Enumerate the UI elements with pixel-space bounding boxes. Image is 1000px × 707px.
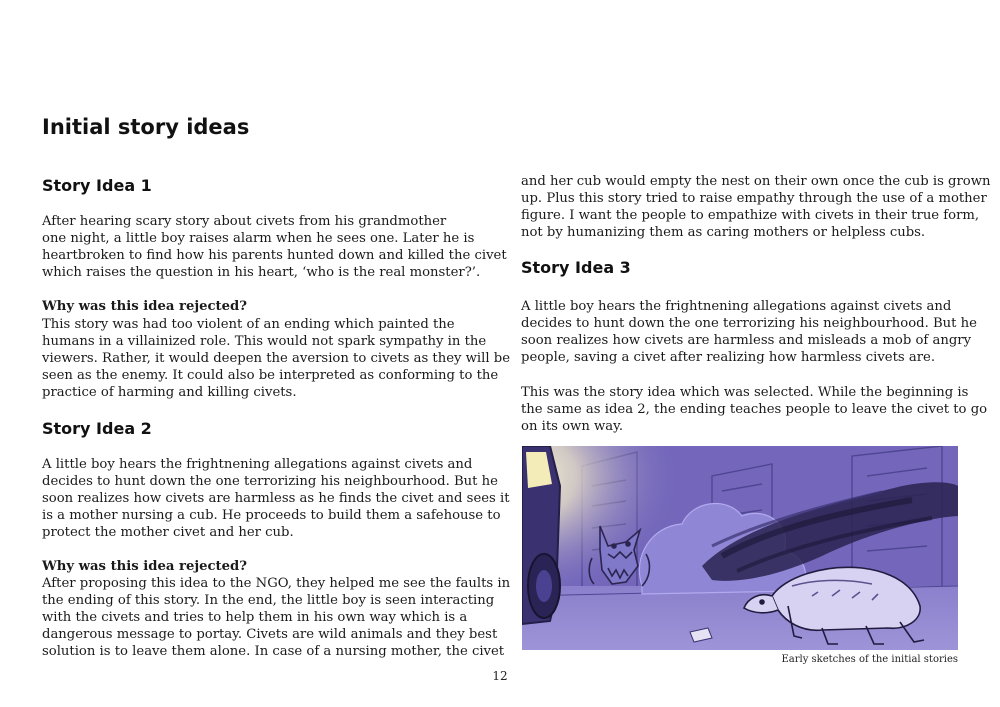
story-idea-3-selected-body: This was the story idea which was selected. While the beginning is the same as idea 2, the ending teaches people to leave the civet to go on its own way. (521, 385, 988, 434)
story-idea-1-rejected-body: This story was had too violent of an ending which painted the humans in a villainized role. This would not spark sympathy in the viewers. Rather, it would deepen the aversion to civets as they will be seen as the enemy. It could also be interpreted as conforming to the practice of harming and killing civets. (42, 317, 511, 400)
story-idea-1-body: After hearing scary story about civets from his grandmother one night, a little boy raises alarm when he sees one. Later he is heartbroken to find how his parents hunted down and killed the civet which raises the question in his heart, ‘who is the real monster?’. (42, 214, 507, 280)
story-idea-2-rejected-body-continued: and her cub would empty the nest on their own once the cub is grown up. Plus this story tried to raise empathy through the use of a mother figure. I want the people to empathize with civets in their true form, not by humanizing them as caring mothers or helpless cubs. (521, 174, 991, 240)
story-idea-1-heading: Story Idea 1 (42, 176, 152, 195)
story-idea-3-body: A little boy hears the frightnening allegations against civets and decides to hunt down the one terrorizing his neighbourhood. But he soon realizes how civets are harmless and misleads a mob of angry people, saving a civet after realizing how harmless civets are. (521, 299, 977, 365)
sketch-car (522, 446, 560, 624)
story-idea-1-rejected-heading: Why was this idea rejected? (42, 299, 247, 314)
sketch-illustration (522, 446, 958, 650)
figure-caption: Early sketches of the initial stories (781, 654, 958, 665)
story-idea-3-heading: Story Idea 3 (521, 258, 631, 277)
story-idea-2-heading: Story Idea 2 (42, 419, 152, 438)
story-idea-2-rejected-heading: Why was this idea rejected? (42, 559, 247, 574)
page-title: Initial story ideas (42, 115, 250, 139)
story-idea-2-rejected-body: After proposing this idea to the NGO, they helped me see the faults in the ending of this story. In the end, the little boy is seen interacting with the civets and tries to help them in his own way which is a dangerous message to portay. Civets are wild animals and they best solution is to leave them alone. In case of a nursing mother, the civet (42, 576, 511, 659)
page-number: 12 (492, 669, 508, 683)
story-idea-2-body: A little boy hears the frightnening allegations against civets and decides to hunt down the one terrorizing his neighbourhood. But he soon realizes how civets are harmless as he finds the civet and sees it is a mother nursing a cub. He proceeds to build them a safehouse to protect the mother civet and her cub. (42, 457, 510, 540)
